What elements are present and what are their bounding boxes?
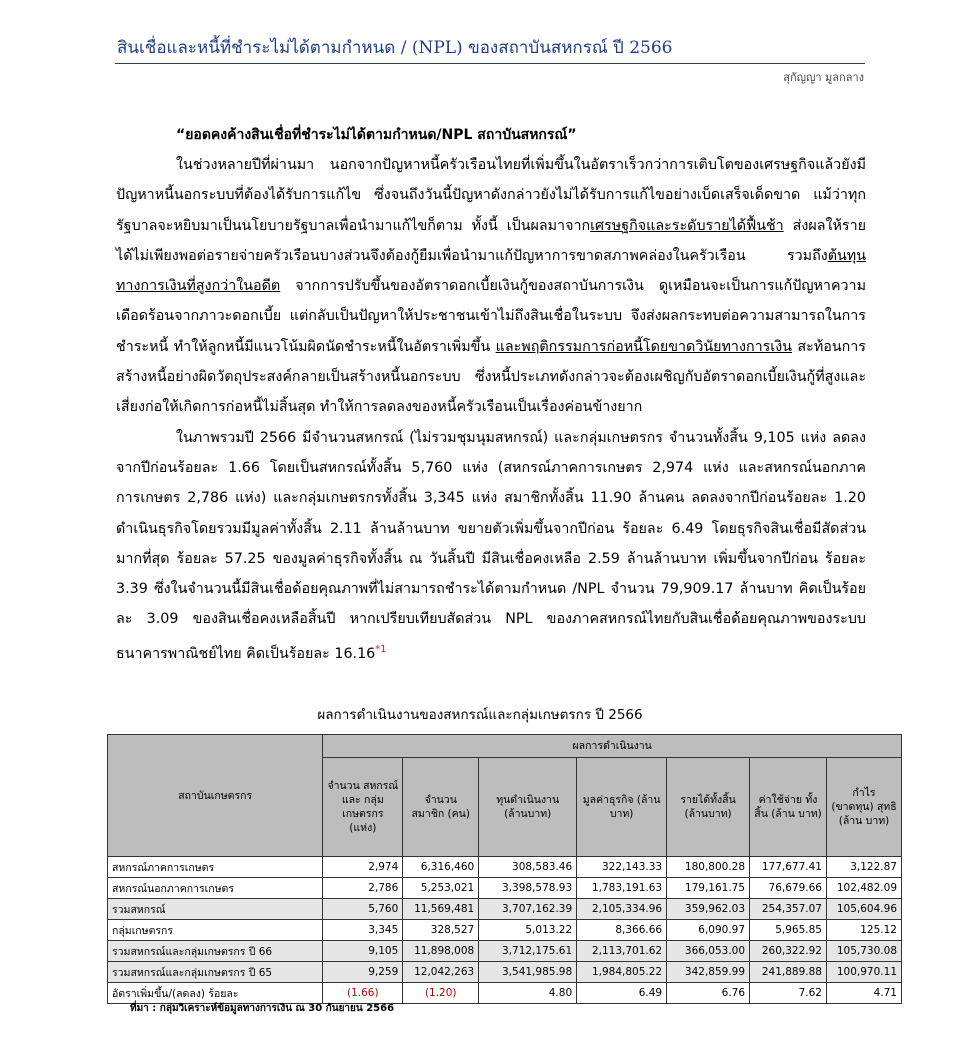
table-row	[108, 962, 902, 983]
table-cell: 3,122.87	[826, 857, 901, 878]
article-body	[116, 150, 866, 669]
table-cell: 359,962.03	[667, 899, 750, 920]
table-cell: 6.76	[667, 983, 750, 1004]
table-cell: 5,013.22	[479, 920, 577, 941]
table-cell: 2,786	[323, 878, 403, 899]
results-table	[107, 734, 902, 1004]
header-rule	[115, 63, 865, 64]
table-cell: 2,105,334.96	[577, 899, 667, 920]
table-cell: 3,707,162.39	[479, 899, 577, 920]
column-header: ทุนดำเนินงาน (ล้านบาท)	[479, 758, 577, 857]
row-header: สถาบันเกษตรกร	[108, 735, 323, 857]
table-cell: 2,974	[323, 857, 403, 878]
table-cell: 4.80	[479, 983, 577, 1004]
table-cell: 3,398,578.93	[479, 878, 577, 899]
paragraph-1-underline-a: เศรษฐกิจและระดับรายได้ฟื้นช้า	[590, 217, 784, 234]
table-cell: 342,859.99	[667, 962, 750, 983]
column-header: รายได้ทั้งสิ้น (ล้านบาท)	[667, 758, 750, 857]
table-cell: 12,042,263	[403, 962, 479, 983]
table-cell: 180,800.28	[667, 857, 750, 878]
column-header: จำนวน สมาชิก (คน)	[403, 758, 479, 857]
table-cell: 3,712,175.61	[479, 941, 577, 962]
paragraph-1-text-a: ในช่วงหลายปีที่ผ่านมา นอกจากปัญหาหนี้ครัวเรือนไทยที่เพิ่มขึ้นในอัตราเร็วกว่าการเติบโตของเศรษฐกิจแล้วยังมีปัญหาหนี้นอกระบบที่ต้องได้รับการแก้ไข ซึ่งจนถึงวันนี้ปัญหาดังกล่าวยังไม่ได้รับการแก้ไขอย่างเบ็ดเสร็จเด็ดขาด แม้ว่าทุกรัฐบาลจะหยิบมาเป็นนโยบายรัฐบาลเพื่อนำมาแก้ไขก็ตาม ทั้งนี้ เป็นผลมาจาก	[116, 157, 866, 234]
paragraph-1-text-c: จากการปรับขึ้นของอัตราดอกเบี้ยเงินกู้ของสถาบันการเงิน ดูเหมือนจะเป็นการแก้ปัญหาความเดือดร้อนจากภาวะดอกเบี้ย แต่กลับเป็นปัญหาให้ประชาชนเข้าไม่ถึงสินเชื่อในระบบ จึงส่งผลกระทบต่อความสามารถในการชำระหนี้ ทำให้ลูกหนี้มีแนวโน้มผิดนัดชำระหนี้ในอัตราเพิ่มขึ้น	[116, 278, 866, 355]
row-label: รวมสหกรณ์และกลุ่มเกษตรกร ปี 66	[108, 941, 323, 962]
column-header: มูลค่าธุรกิจ (ล้านบาท)	[577, 758, 667, 857]
table-cell: 2,113,701.62	[577, 941, 667, 962]
table-cell: 241,889.88	[750, 962, 827, 983]
table-cell: 260,322.92	[750, 941, 827, 962]
table-cell: 179,161.75	[667, 878, 750, 899]
table-cell: 6.49	[577, 983, 667, 1004]
paragraph-2-text: ในภาพรวมปี 2566 มีจำนวนสหกรณ์ (ไม่รวมชุมนุมสหกรณ์) และกลุ่มเกษตรกร จำนวนทั้งสิ้น 9,105 แห่ง ลดลงจากปีก่อนร้อยละ 1.66 โดยเป็นสหกรณ์ทั้งสิ้น 5,760 แห่ง (สหกรณ์ภาคการเกษตร 2,974 แห่ง และสหกรณ์นอกภาคการเกษตร 2,786 แห่ง) และกลุ่มเกษตรกรทั้งสิ้น 3,345 แห่ง สมาชิกทั้งสิ้น 11.90 ล้านคน ลดลงจากปีก่อนร้อยละ 1.20 ดำเนินธุรกิจโดยรวมมีมูลค่าทั้งสิ้น 2.11 ล้านล้านบาท ขยายตัวเพิ่มขึ้นจากปีก่อน ร้อยละ 6.49 โดยธุรกิจสินเชื่อมีสัดส่วนมากที่สุด ร้อยละ 57.25 ของมูลค่าธุรกิจทั้งสิ้น ณ วันสิ้นปี มีสินเชื่อคงเหลือ 2.59 ล้านล้านบาท เพิ่มขึ้นจากปีก่อน ร้อยละ 3.39 ซึ่งในจำนวนนี้มีสินเชื่อด้อยคุณภาพที่ไม่สามารถชำระได้ตามกำหนด /NPL จำนวน 79,909.17 ล้านบาท คิดเป็นร้อยละ 3.09 ของสินเชื่อคงเหลือสิ้นปี หากเปรียบเทียบสัดส่วน NPL ของภาคสหกรณ์ไทยกับสินเชื่อด้อยคุณภาพของระบบธนาคารพาณิชย์ไทย คิดเป็นร้อยละ 16.16	[116, 429, 866, 662]
table-cell: 308,583.46	[479, 857, 577, 878]
table-row	[108, 920, 902, 941]
section-heading: “ยอดคงค้างสินเชื่อที่ชำระไม่ได้ตามกำหนด/NPL สถาบันสหกรณ์”	[176, 127, 577, 143]
table-cell: 366,053.00	[667, 941, 750, 962]
paragraph-1-underline-c: และพฤติกรรมการก่อหนี้โดยขาดวินัยทางการเงิน	[495, 338, 792, 355]
group-header: ผลการดำเนินงาน	[323, 735, 902, 758]
table-row	[108, 941, 902, 962]
table-cell: 1,984,805.22	[577, 962, 667, 983]
table-source: ที่มา : กลุ่มวิเคราะห์ข้อมูลทางการเงิน ณ 30 กันยายน 2566	[130, 1003, 395, 1014]
table-row	[108, 878, 902, 899]
table-cell: 6,090.97	[667, 920, 750, 941]
table-cell: 177,677.41	[750, 857, 827, 878]
author-name: สุกัญญา มูลกลาง	[783, 71, 864, 84]
table-cell: 102,482.09	[826, 878, 901, 899]
table-body	[108, 857, 902, 1004]
table-cell: 6,316,460	[403, 857, 479, 878]
table-cell: 1,783,191.63	[577, 878, 667, 899]
row-label: สหกรณ์นอกภาคการเกษตร	[108, 878, 323, 899]
table-cell: 5,760	[323, 899, 403, 920]
column-header: ค่าใช้จ่าย ทั้งสิ้น (ล้าน บาท)	[750, 758, 827, 857]
paragraph-2	[116, 423, 866, 669]
paragraph-1-text-d: สะท้อนการสร้างหนี้อย่างผิดวัตถุประสงค์กลายเป็นสร้างหนี้นอกระบบ ซึ่งหนี้ประเภทดังกล่าวจะต้องเผชิญกับอัตราดอกเบี้ยเงินกู้ที่สูงและเสี่ยงก่อให้เกิดการก่อหนี้ไม่สิ้นสุด ทำให้การลดลงของหนี้ครัวเรือนเป็นเรื่องค่อนข้างยาก	[116, 338, 866, 416]
paragraph-1	[116, 150, 866, 423]
table-cell: 8,366.66	[577, 920, 667, 941]
column-header: กำไร (ขาดทุน) สุทธิ (ล้าน บาท)	[826, 758, 901, 857]
table-cell: 254,357.07	[750, 899, 827, 920]
footnote-mark: *1	[375, 643, 387, 655]
row-label: รวมสหกรณ์	[108, 899, 323, 920]
table-cell: 9,259	[323, 962, 403, 983]
column-header: จำนวน สหกรณ์และ กลุ่ม เกษตรกร (แห่ง)	[323, 758, 403, 857]
table-cell: (1.66)	[323, 983, 403, 1004]
table-cell: 105,604.96	[826, 899, 901, 920]
paragraph-1-underline-b: ต้นทุนทางการเงินที่สูงกว่าในอดีต	[116, 247, 866, 295]
table-row	[108, 899, 902, 920]
row-label: กลุ่มเกษตรกร	[108, 920, 323, 941]
row-label: สหกรณ์ภาคการเกษตร	[108, 857, 323, 878]
table-cell: 11,898,008	[403, 941, 479, 962]
table-cell: 76,679.66	[750, 878, 827, 899]
table-row	[108, 857, 902, 878]
table-cell: 9,105	[323, 941, 403, 962]
table-cell: 11,569,481	[403, 899, 479, 920]
table-cell: 5,253,021	[403, 878, 479, 899]
table-cell: 322,143.33	[577, 857, 667, 878]
table-cell: 328,527	[403, 920, 479, 941]
table-title: ผลการดำเนินงานของสหกรณ์และกลุ่มเกษตรกร ปี 2566	[317, 707, 643, 723]
table-cell: 105,730.08	[826, 941, 901, 962]
table-cell: 4.71	[826, 983, 901, 1004]
header-title: สินเชื่อและหนี้ที่ชำระไม่ได้ตามกำหนด / (NPL) ของสถาบันสหกรณ์ ปี 2566	[117, 38, 673, 58]
paragraph-1-text-b: ส่งผลให้รายได้ไม่เพียงพอต่อรายจ่ายครัวเรือนบางส่วนจึงต้องกู้ยืมเพื่อนำมาแก้ปัญหาการขาดสภาพคล่องในครัวเรือน รวมถึง	[116, 217, 866, 264]
table-cell: (1.20)	[403, 983, 479, 1004]
row-label: อัตราเพิ่มขึ้น/(ลดลง) ร้อยละ	[108, 983, 323, 1004]
table-cell: 3,345	[323, 920, 403, 941]
row-label: รวมสหกรณ์และกลุ่มเกษตรกร ปี 65	[108, 962, 323, 983]
table-cell: 3,541,985.98	[479, 962, 577, 983]
table-cell: 125.12	[826, 920, 901, 941]
table-cell: 5,965.85	[750, 920, 827, 941]
table-cell: 7.62	[750, 983, 827, 1004]
table-cell: 100,970.11	[826, 962, 901, 983]
